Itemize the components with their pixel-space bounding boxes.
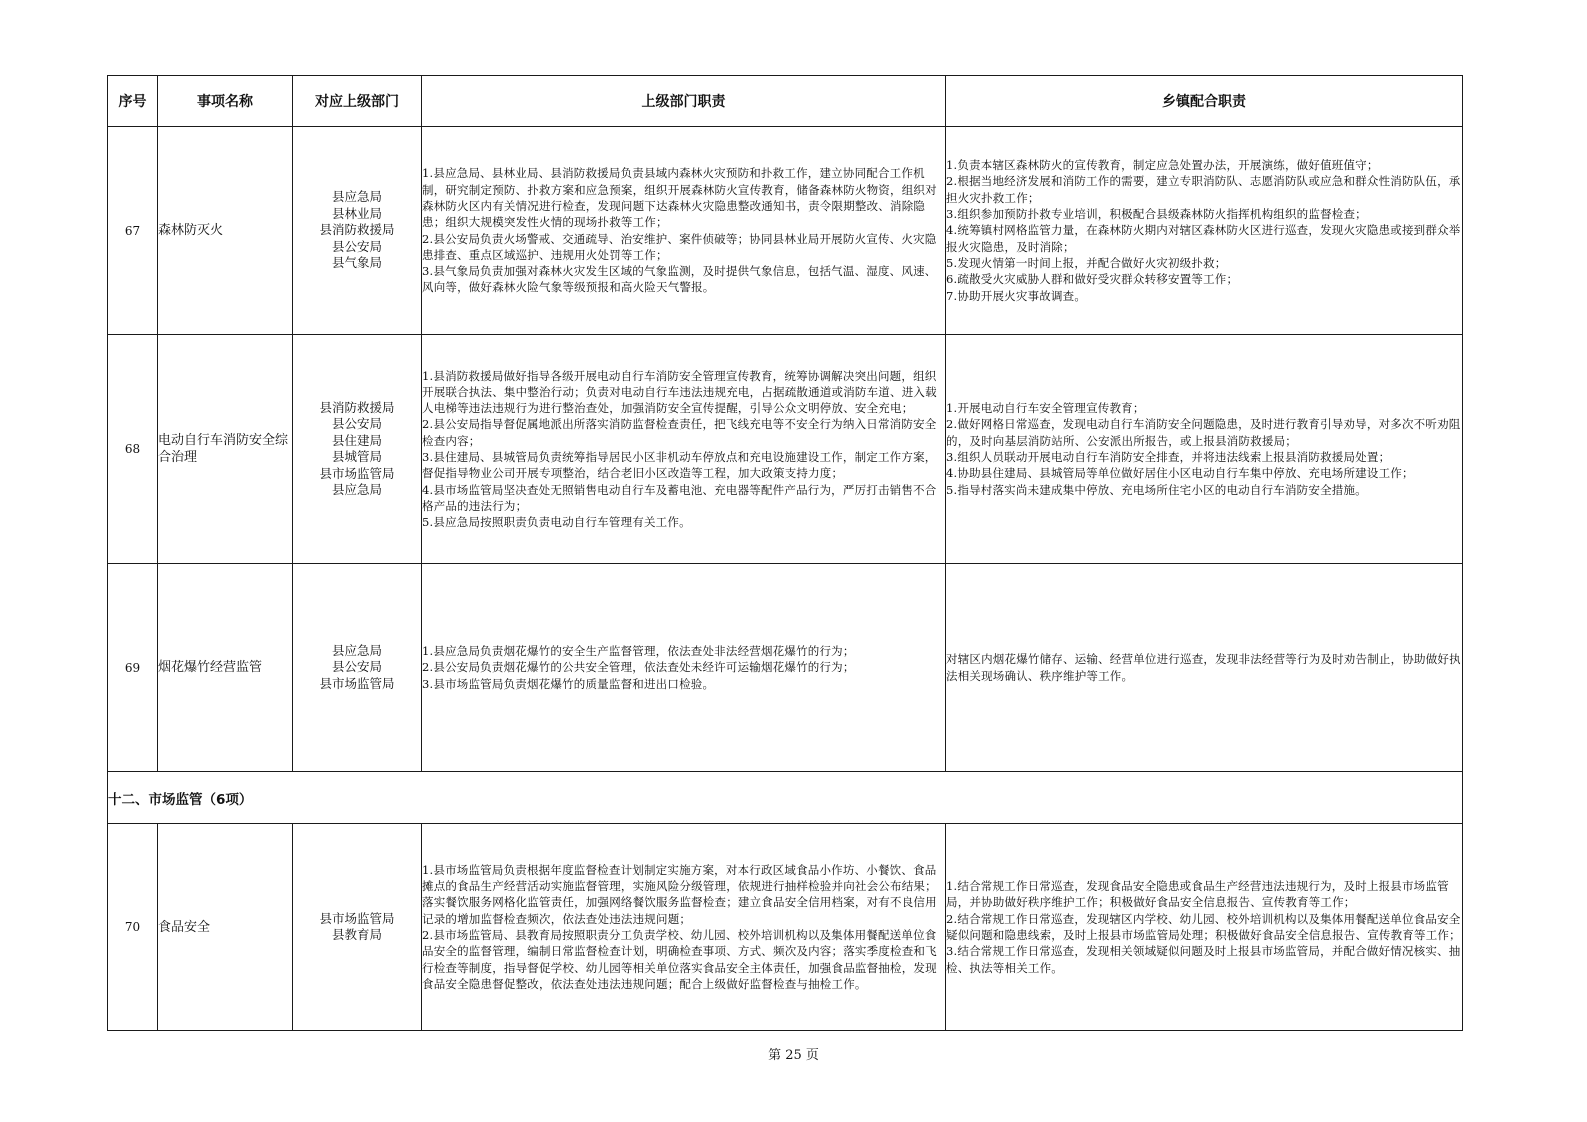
header-no: 序号 <box>108 76 158 127</box>
row-superior-duty: 1.县消防救援局做好指导各级开展电动自行车消防安全管理宣传教育，统筹协调解决突出问题，组织开展联合执法、集中整治行动；负责对电动自行车违法违规充电，占据疏散通道或消防车道、进入载人电梯等违法违规行为进行整治查处，加强消防安全宣传提醒，引导公众文明停放、安全充电； 2.县公安局指导督促属地派出所落实消防监督检查责任，把飞线充电等不安全行为纳入日常消防安全检查内容； 3.县住建局、县城管局负责统筹指导居民小区非机动车停放点和充电设施建设工作，制定工作方案，督促指导物业公司开展专项整治，结合老旧小区改造等工程，加大政策支持力度； 4.县市场监管局坚决查处无照销售电动自行车及蓄电池、充电器等配件产品行为，严厉打击销售不合格产品的违法行为； 5.县应急局按照职责负责电动自行车管理有关工作。 <box>422 335 946 564</box>
row-no: 70 <box>108 824 158 1031</box>
header-superior-duty: 上级部门职责 <box>422 76 946 127</box>
dept-item: 县林业局 <box>331 205 382 221</box>
row-township-duty: 1.负责本辖区森林防火的宣传教育，制定应急处置办法，开展演练，做好值班值守； 2.根据当地经济发展和消防工作的需要，建立专职消防队、志愿消防队或应急和群众性消防队伍，承担火灾扑救工作； 3.组织参加预防扑救专业培训，积极配合县级森林防火指挥机构组织的监督检查； 4.统筹镇村网格监管力量，在森林防火期内对辖区森林防火区进行巡查，发现火灾隐患或接到群众举报火灾隐患，及时消除； 5.发现火情第一时间上报，并配合做好火灾初级扑救； 6.疏散受火灾威胁人群和做好受灾群众转移安置等工作； 7.协助开展火灾事故调查。 <box>946 127 1463 335</box>
dept-item: 县消防救援局 <box>319 222 395 238</box>
dept-item: 县市场监管局 <box>319 910 395 926</box>
dept-item: 县公安局 <box>331 416 382 431</box>
row-depts <box>293 335 422 564</box>
duty-table <box>107 75 1463 1031</box>
dept-item: 县应急局 <box>331 642 382 658</box>
dept-item: 县市场监管局 <box>319 675 395 691</box>
section-row <box>108 772 1463 824</box>
row-depts <box>293 127 422 335</box>
row-township-duty: 1.开展电动自行车安全管理宣传教育； 2.做好网格日常巡查，发现电动自行车消防安全问题隐患，及时进行教育引导劝导，对多次不听劝阻的，及时向基层消防站所、公安派出所报告，或上报县消防救援局； 3.组织人员联动开展电动自行车消防安全排查，并将违法线索上报县消防救援局处置； 4.协助县住建局、县城管局等单位做好居住小区电动自行车集中停放、充电场所建设工作； 5.指导村落实尚未建成集中停放、充电场所住宅小区的电动自行车消防安全措施。 <box>946 335 1463 564</box>
row-no: 68 <box>108 335 158 564</box>
row-name: 森林防灭火 <box>158 127 293 335</box>
row-no: 67 <box>108 127 158 335</box>
dept-item: 县市场监管局 <box>319 465 395 481</box>
row-depts <box>293 824 422 1031</box>
dept-item: 县气象局 <box>331 255 382 271</box>
dept-item: 县城管局 <box>331 449 382 464</box>
dept-item: 县住建局 <box>331 432 382 448</box>
page-number: 第 25 页 <box>768 1048 819 1063</box>
row-superior-duty: 1.县应急局、县林业局、县消防救援局负责县域内森林火灾预防和扑救工作，建立协同配合工作机制，研究制定预防、扑救方案和应急预案，组织开展森林防火宣传教育，储备森林防火物资，组织对森林防火区内有关情况进行检查，发现问题下达森林火灾隐患整改通知书，责令限期整改、消除隐患；组织大规模突发性火情的现场扑救等工作； 2.县公安局负责火场警戒、交通疏导、治安维护、案件侦破等；协同县林业局开展防火宣传、火灾隐患排查、重点区域巡护、违规用火处罚等工作； 3.县气象局负责加强对森林火灾发生区域的气象监测，及时提供气象信息，包括气温、湿度、风速、风向等，做好森林火险气象等级预报和高火险天气警报。 <box>422 127 946 335</box>
header-township-duty: 乡镇配合职责 <box>946 76 1463 127</box>
row-township-duty: 对辖区内烟花爆竹储存、运输、经营单位进行巡查，发现非法经营等行为及时劝告制止，协助做好执法相关现场确认、秩序维护等工作。 <box>946 564 1463 772</box>
row-name: 烟花爆竹经营监管 <box>158 564 293 772</box>
header-name: 事项名称 <box>158 76 293 127</box>
dept-item: 县消防救援局 <box>319 399 395 415</box>
row-superior-duty: 1.县应急局负责烟花爆竹的安全生产监督管理，依法查处非法经营烟花爆竹的行为； 2.县公安局负责烟花爆竹的公共安全管理，依法查处未经许可运输烟花爆竹的行为； 3.县市场监管局负责烟花爆竹的质量监督和进出口检验。 <box>422 564 946 772</box>
row-depts <box>293 564 422 772</box>
dept-item: 县应急局 <box>331 482 382 497</box>
row-township-duty: 1.结合常规工作日常巡查，发现食品安全隐患或食品生产经营违法违规行为，及时上报县市场监管局，并协助做好秩序维护工作；积极做好食品安全信息报告、宣传教育等工作； 2.结合常规工作日常巡查，发现辖区内学校、幼儿园、校外培训机构以及集体用餐配送单位食品安全疑似问题和隐患线索，及时上报县市场监管局处理；积极做好食品安全信息报告、宣传教育等工作； 3.结合常规工作日常巡查，发现相关领域疑似问题及时上报县市场监管局，并配合做好情况核实、抽检、执法等相关工作。 <box>946 824 1463 1031</box>
section-title: 十二、市场监管（6项） <box>108 772 1463 824</box>
table-row <box>108 824 1463 1031</box>
row-name: 食品安全 <box>158 824 293 1031</box>
dept-item: 县公安局 <box>331 238 382 254</box>
row-no: 69 <box>108 564 158 772</box>
header-dept: 对应上级部门 <box>293 76 422 127</box>
table-row <box>108 127 1463 335</box>
dept-item: 县应急局 <box>331 189 382 205</box>
table-row <box>108 335 1463 564</box>
row-superior-duty: 1.县市场监管局负责根据年度监督检查计划制定实施方案，对本行政区域食品小作坊、小餐饮、食品摊点的食品生产经营活动实施监督管理，实施风险分级管理，依规进行抽样检验并向社会公布结果；落实餐饮服务网格化监管责任，加强网络餐饮服务监督检查；建立食品安全信用档案，对有不良信用记录的增加监督检查频次，依法查处违法违规问题； 2.县市场监管局、县教育局按照职责分工负责学校、幼儿园、校外培训机构以及集体用餐配送单位食品安全的监督管理，编制日常监督检查计划，明确检查事项、方式、频次及内容；落实季度检查和飞行检查等制度，指导督促学校、幼儿园等相关单位落实食品安全主体责任，加强食品监督抽检，发现食品安全隐患督促整改，依法查处违法违规问题；配合上级做好监督检查与抽检工作。 <box>422 824 946 1031</box>
row-name: 电动自行车消防安全综合治理 <box>158 335 293 564</box>
dept-item: 县公安局 <box>331 659 382 675</box>
dept-item: 县教育局 <box>331 927 382 942</box>
header-row <box>108 76 1463 127</box>
table-row <box>108 564 1463 772</box>
